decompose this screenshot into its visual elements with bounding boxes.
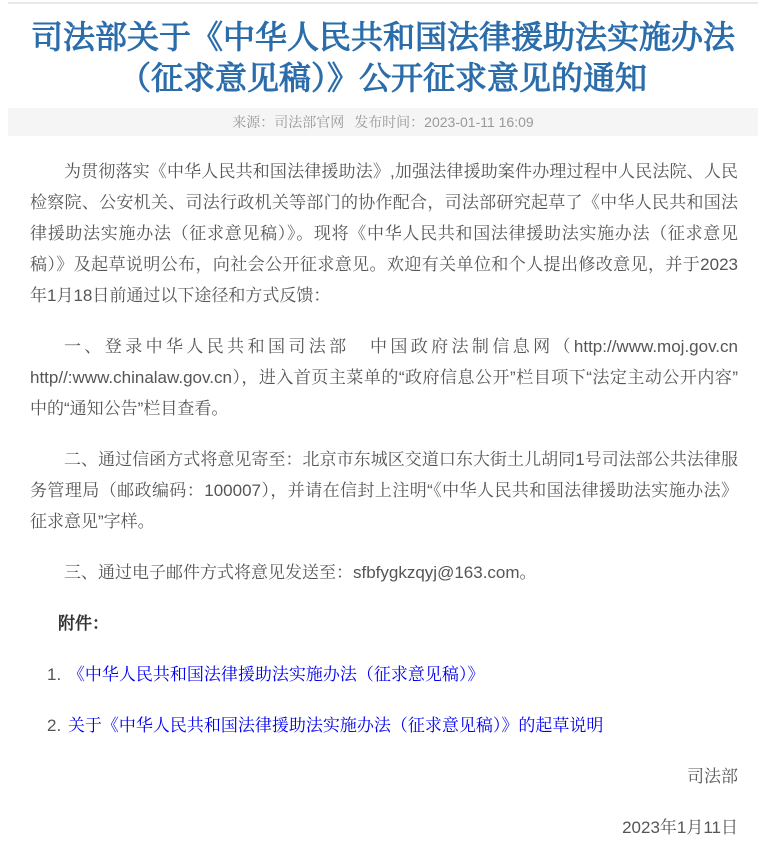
notice-container: [8, 2, 758, 843]
attachment-number-2: 2.: [47, 715, 62, 735]
meta-publish-time: 发布时间：2023-01-11 16:09: [354, 113, 534, 130]
article-body: [8, 156, 758, 843]
attachment-link-1[interactable]: 《中华人民共和国法律援助法实施办法（征求意见稿）》: [67, 664, 485, 684]
attachment-number-1: 1.: [47, 664, 62, 684]
paragraph-feedback-channel-3: 三、通过电子邮件方式将意见发送至：sfbfygkzqyj@163.com。: [64, 562, 537, 582]
paragraph-feedback-channel-1: 一、登录中华人民共和国司法部 中国政府法制信息网（http://www.moj.gov.cn http//:www.chinalaw.gov.cn），进入首页主菜单的“政府信息公开”栏目项下“法定主动公开内容”中的“通知公告”栏目查看。: [30, 336, 738, 418]
attachment-item-2: [30, 710, 738, 741]
attachments-heading: 附件：: [58, 613, 109, 633]
paragraph-intro: 为贯彻落实《中华人民共和国法律援助法》,加强法律援助案件办理过程中人民法院、人民检察院、公安机关、司法行政机关等部门的协作配合，司法部研究起草了《中华人民共和国法律援助法实施办法（征求意见稿）》。现将《中华人民共和国法律援助法实施办法（征求意见稿）》及起草说明公布，向社会公开征求意见。欢迎有关单位和个人提出修改意见，并于2023年1月18日前通过以下途径和方式反馈：: [30, 161, 738, 305]
meta-bar: [8, 108, 758, 136]
attachment-link-2[interactable]: 关于《中华人民共和国法律援助法实施办法（征求意见稿）》的起草说明: [67, 715, 604, 735]
paragraph-feedback-channel-2: 二、通过信函方式将意见寄至：北京市东城区交道口东大街土儿胡同1号司法部公共法律服务管理局（邮政编码：100007），并请在信封上注明“《中华人民共和国法律援助法实施办法》征求意见”字样。: [30, 449, 738, 531]
meta-source: 来源：司法部官网: [232, 113, 345, 130]
attachment-item-1: [30, 659, 738, 690]
page-title: 司法部关于《中华人民共和国法律援助法实施办法（征求意见稿）》公开征求意见的通知: [30, 19, 735, 96]
signature-name: 司法部: [687, 766, 738, 786]
signature-date: 2023年1月11日: [622, 817, 738, 837]
